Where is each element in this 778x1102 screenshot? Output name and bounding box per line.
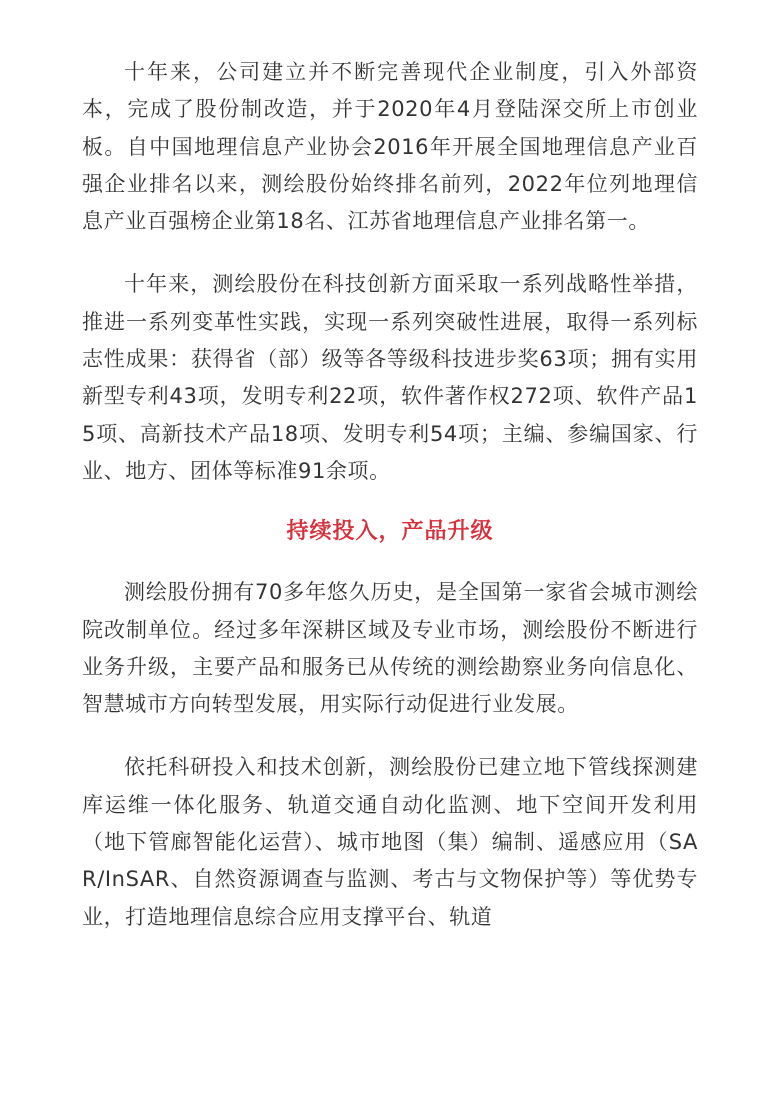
section-heading: 持续投入，产品升级 <box>286 519 494 545</box>
paragraph-company-history: 十年来，公司建立并不断完善现代企业制度，引入外部资本，完成了股份制改造，并于2020年4月登陆深交所上市创业板。自中国地理信息产业协会2016年开展全国地理信息产业百强企业排名以来，测绘股份始终排名前列，2022年位列地理信息产业百强榜企业第18名、江苏省地理信息产业排名第一。 <box>82 60 698 234</box>
article-body <box>82 54 698 962</box>
paragraph-business-upgrade: 测绘股份拥有70多年悠久历史，是全国第一家省会城市测绘院改制单位。经过多年深耕区域及专业市场，测绘股份不断进行业务升级，主要产品和服务已从传统的测绘勘察业务向信息化、智慧城市方向转型发展，用实际行动促进行业发展。 <box>82 580 698 717</box>
paragraph-research-investment: 依托科研投入和技术创新，测绘股份已建立地下管线探测建库运维一体化服务、轨道交通自动化监测、地下空间开发利用（地下管廊智能化运营）、城市地图（集）编制、遥感应用（SAR/InSAR、自然资源调查与监测、考古与文物保护等）等优势专业，打造地理信息综合应用支撑平台、轨道 <box>82 755 698 929</box>
paragraph-tech-innovation: 十年来，测绘股份在科技创新方面采取一系列战略性举措，推进一系列变革性实践，实现一系列突破性进展，取得一系列标志性成果：获得省（部）级等各等级科技进步奖63项；拥有实用新型专利43项，发明专利22项，软件著作权272项、软件产品15项、高新技术产品18项、发明专利54项；主编、参编国家、行业、地方、团体等标准91余项。 <box>82 272 698 483</box>
